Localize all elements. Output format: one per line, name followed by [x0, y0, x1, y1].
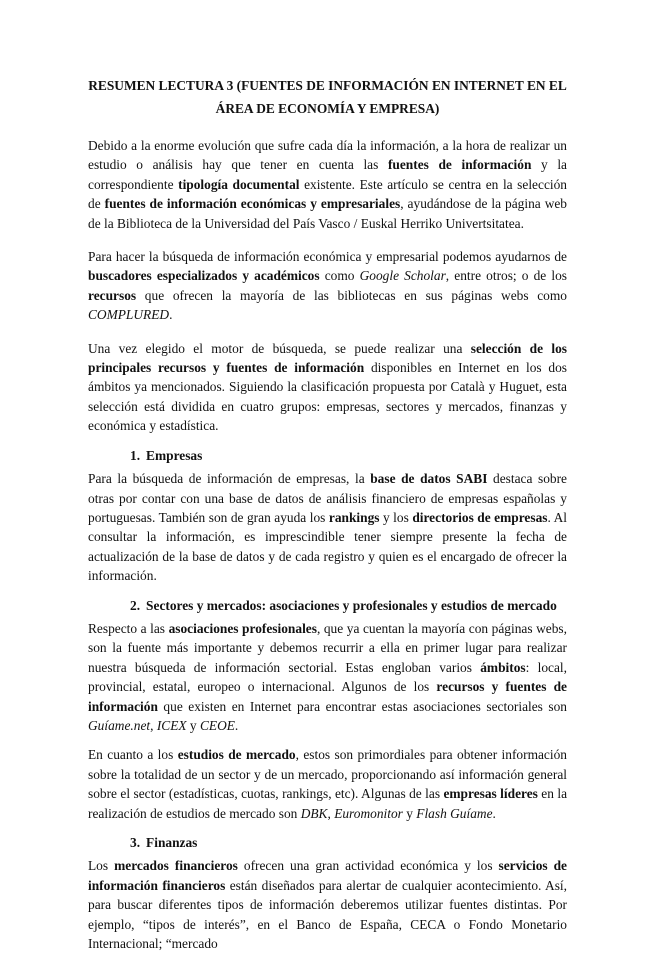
section-title: Finanzas [146, 835, 198, 850]
text: Para la búsqueda de información de empresas, la [88, 471, 371, 487]
bold-term: directorios de empresas [412, 509, 548, 525]
bold-term: selección de los principales recursos y fuentes de información [88, 340, 567, 376]
text: ofrecen una gran actividad económica y los [237, 858, 499, 874]
italic-term: CEOE [199, 717, 235, 733]
bold-term: estudios de mercado [177, 747, 296, 763]
title-line-2: ÁREA DE ECONOMÍA Y EMPRESA) [215, 101, 440, 116]
section-number: 2. [130, 597, 141, 613]
text: destaca sobre otras por contar con una base de datos de análisis financiero de empresas españolas y portuguesas. También son de gran ayuda los [88, 471, 568, 525]
text: . Al consultar la información, es imprescindible tener siempre presente la fecha de actualización de la base de datos y de cada registro y quien es el encargado de ofrecer la información. [88, 509, 567, 584]
text: , [327, 805, 335, 821]
italic-term: Flash Guíame [416, 805, 493, 821]
text: en la realización de estudios de mercado son [88, 786, 568, 821]
paragraph-empresas [88, 469, 567, 585]
bold-term: base de datos SABI [370, 471, 488, 487]
bold-term: rankings [328, 509, 380, 525]
text: Para hacer la búsqueda de información económica y empresarial podemos ayudarnos de [88, 249, 567, 265]
text: , [150, 717, 157, 733]
text: están diseñados para alertar de cualquier acontecimiento. Así, para buscar diferentes tipos de información deberemos utilizar fuentes distintas. Por ejemplo, “tipos de interés”, en el Banco de España, CECA o Fondo Monetario Internacional; “mercado [88, 877, 567, 952]
italic-term: Google Scholar [359, 268, 446, 284]
text: : local, provincial, estatal, europeo o internacional. Algunos de los [88, 659, 567, 695]
text: existente. Este artículo se centra en la selección de [88, 176, 568, 212]
section-number: 1. [130, 447, 141, 463]
bold-term: recursos [88, 287, 137, 303]
text: , entre otros; o de los [445, 268, 567, 284]
text: , estos son primordiales para obtener información sobre la totalidad de un sector y de un mercado, proporcionando así información general sobre el sector (estadísticas, cuotas, rankings, etc). Algunas de las [88, 747, 567, 802]
italic-term: COMPLURED [88, 307, 170, 323]
text: Debido a la enorme evolución que sufre cada día la información, a la hora de realizar un estudio o análisis hay que tener en cuenta las [88, 138, 567, 173]
paragraph-intro [88, 136, 567, 233]
text: y la correspondiente [88, 157, 567, 192]
paragraph-selection [88, 339, 567, 436]
bold-term: ámbitos [480, 659, 526, 675]
bold-term: tipología documental [178, 176, 300, 192]
text: Respecto a las [88, 620, 169, 636]
text: y [402, 805, 417, 821]
section-number: 3. [130, 835, 141, 850]
italic-term: ICEX [156, 717, 187, 733]
paragraph-estudios-mercado [88, 745, 567, 823]
section-title: Empresas [146, 447, 203, 463]
italic-term: DBK [300, 805, 328, 821]
section-heading-sectores [130, 596, 567, 615]
bold-term: asociaciones profesionales [168, 620, 317, 636]
text: . [234, 717, 239, 733]
text: En cuanto a los [88, 747, 178, 763]
document-title [88, 74, 567, 120]
section-heading-empresas [130, 446, 567, 465]
bold-term: servicios de información financieros [88, 858, 568, 893]
text: que ofrecen la mayoría de las bibliotecas en sus páginas webs como [136, 287, 567, 303]
bold-term: mercados financieros [114, 858, 238, 874]
text: . [492, 805, 496, 821]
text: . [169, 307, 173, 323]
bold-term: buscadores especializados y académicos [88, 268, 320, 284]
section-title: Sectores y mercados: asociaciones y profesionales y estudios de mercado [146, 597, 557, 613]
italic-term: Euromonitor [334, 805, 403, 821]
bold-term: recursos y fuentes de información [88, 679, 567, 714]
bold-term: empresas líderes [443, 786, 538, 802]
paragraph-asociaciones [88, 619, 567, 735]
paragraph-finanzas [88, 856, 567, 953]
text: y los [379, 509, 413, 525]
bold-term: fuentes de información económicas y empresariales [104, 196, 401, 212]
paragraph-search [88, 247, 567, 325]
title-line-1: RESUMEN LECTURA 3 (FUENTES DE INFORMACIÓN EN INTERNET EN EL [88, 78, 567, 93]
text: , ayudándose de la página web de la Biblioteca de la Universidad del País Vasco / Euskal Herriko Univertsitatea. [88, 196, 567, 231]
text: como [319, 268, 360, 284]
text: Los [88, 858, 115, 874]
bold-term: fuentes de información [387, 157, 532, 173]
text: disponibles en Internet en los dos ámbitos ya mencionados. Siguiendo la clasificación propuesta por Català y Huguet, esta selección está dividida en cuatro grupos: empresas, sectores y mercados, finanzas y económica y estadística. [88, 360, 568, 434]
italic-term: Guíame.net [88, 717, 151, 733]
text: Una vez elegido el motor de búsqueda, se puede realizar una [88, 340, 471, 356]
text: , que ya cuentan la mayoría con páginas webs, son la fuente más importante y debemos recurrir a ella en primer lugar para realizar nuestra búsqueda de información sectorial. Estas engloban varios [88, 620, 567, 675]
text: que existen en Internet para encontrar estas asociaciones sectoriales son [157, 698, 567, 714]
text: y [186, 717, 200, 733]
section-heading-finanzas [130, 833, 567, 852]
